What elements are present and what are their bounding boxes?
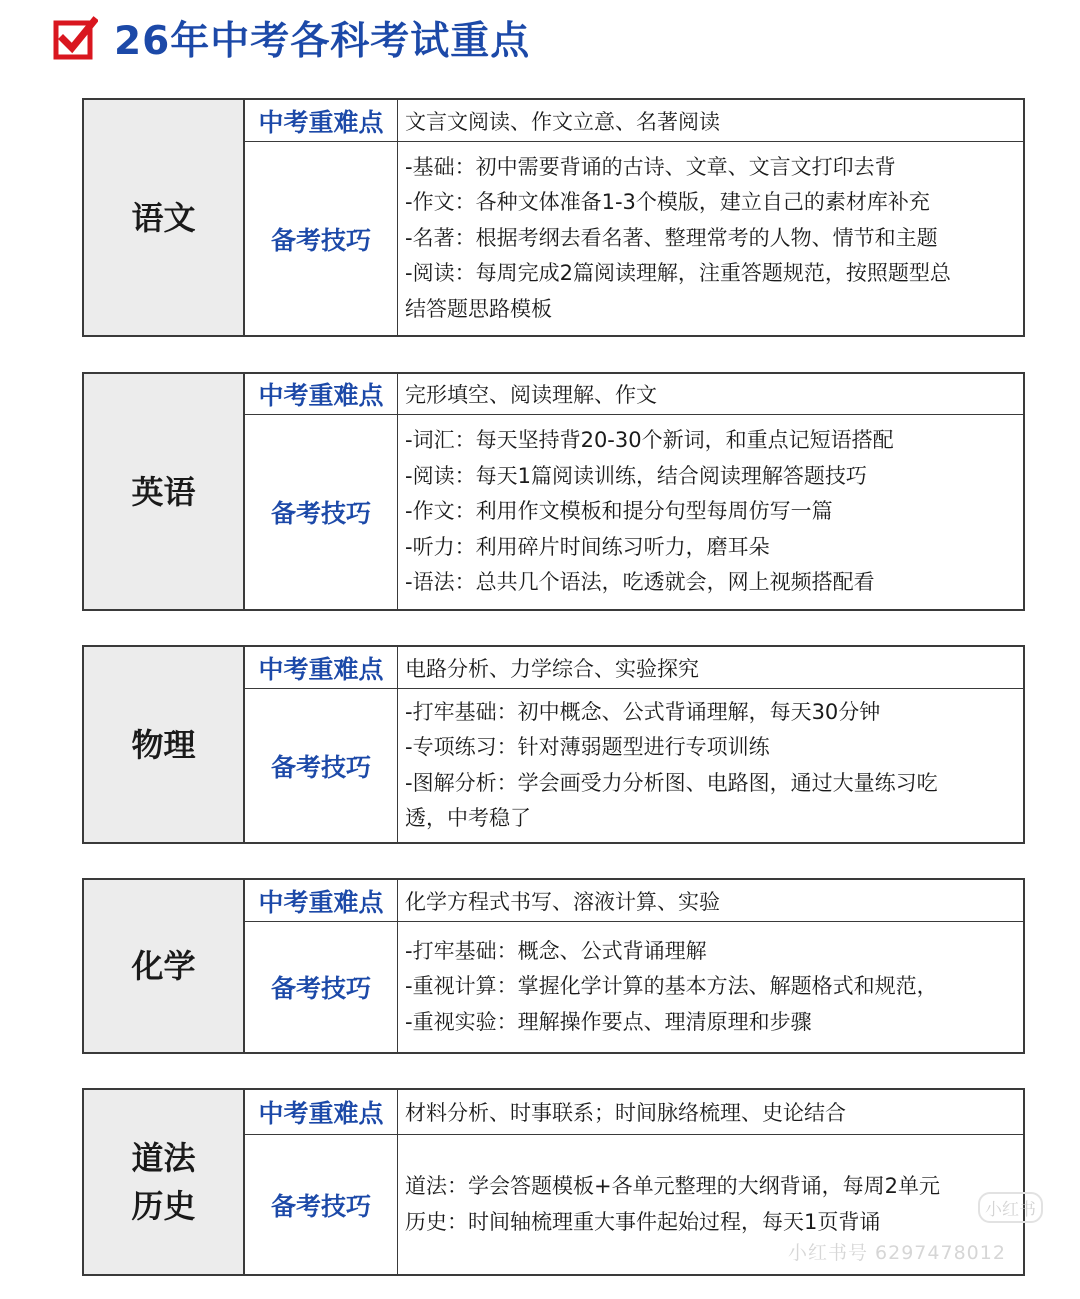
tip-line: -作文：利用作文模板和提分句型每周仿写一篇: [405, 499, 833, 524]
focus-content: 完形填空、阅读理解、作文: [398, 374, 1023, 415]
tips-content: [398, 689, 1023, 842]
tip-line: 透，中考稳了: [405, 806, 531, 830]
subject-table-english: [82, 372, 1025, 611]
tip-line: -作文：各种文体准备1-3个模版，建立自己的素材库补充: [405, 190, 930, 215]
subject-name: 道法 历史: [84, 1090, 245, 1274]
page-title: 26年中考各科考试重点: [114, 19, 531, 64]
subject-table-chinese: [82, 98, 1025, 337]
tips-content: [398, 142, 1023, 335]
watermark-text: 小红书号 6297478012: [788, 1242, 1006, 1264]
focus-content: 材料分析、时事联系；时间脉络梳理、史论结合: [398, 1090, 1023, 1135]
subject-table-physics: [82, 645, 1025, 844]
subject-name: 化学: [84, 880, 245, 1052]
tip-line: -图解分析：学会画受力分析图、电路图，通过大量练习吃: [405, 770, 938, 795]
subject-table-chemistry: [82, 878, 1025, 1054]
focus-label: 中考重难点: [245, 1090, 398, 1135]
tip-line: -词汇：每天坚持背20-30个新词，和重点记短语搭配: [405, 428, 894, 453]
subject-name: 物理: [84, 647, 245, 842]
page-header: [52, 10, 530, 66]
tip-line: -专项练习：针对薄弱题型进行专项训练: [405, 735, 770, 759]
focus-content: 化学方程式书写、溶液计算、实验: [398, 880, 1023, 922]
focus-label: 中考重难点: [245, 374, 398, 415]
tips-content: [398, 415, 1023, 609]
tips-label: 备考技巧: [245, 922, 398, 1052]
tip-line: -打牢基础：概念、公式背诵理解: [405, 938, 707, 963]
focus-content: 电路分析、力学综合、实验探究: [398, 647, 1023, 689]
focus-label: 中考重难点: [245, 647, 398, 689]
tip-line: 道法：学会答题模板+各单元整理的大纲背诵，每周2单元: [405, 1174, 940, 1198]
tip-line: -重视计算：掌握化学计算的基本方法、解题格式和规范，: [405, 974, 938, 999]
subject-name: 英语: [84, 374, 245, 609]
focus-label: 中考重难点: [245, 880, 398, 922]
tip-line: -语法：总共几个语法，吃透就会，网上视频搭配看: [405, 570, 875, 595]
checkbox-checked-icon: [52, 15, 98, 61]
tips-label: 备考技巧: [245, 1135, 398, 1274]
focus-content: 文言文阅读、作文立意、名著阅读: [398, 100, 1023, 142]
tip-line: -听力：利用碎片时间练习听力，磨耳朵: [405, 534, 770, 559]
tips-label: 备考技巧: [245, 142, 398, 335]
tips-content: [398, 922, 1023, 1052]
subject-name: 语文: [84, 100, 245, 335]
tips-label: 备考技巧: [245, 415, 398, 609]
tip-line: -阅读：每天1篇阅读训练，结合阅读理解答题技巧: [405, 463, 867, 488]
focus-label: 中考重难点: [245, 100, 398, 142]
tip-line: -名著：根据考纲去看名著、整理常考的人物、情节和主题: [405, 225, 938, 250]
tip-line: -阅读：每周完成2篇阅读理解，注重答题规范，按照题型总: [405, 261, 951, 286]
tip-line: -打牢基础：初中概念、公式背诵理解，每天30分钟: [405, 699, 881, 724]
tip-line: 结答题思路模板: [405, 296, 552, 321]
tips-label: 备考技巧: [245, 689, 398, 842]
tip-line: 历史：时间轴梳理重大事件起始过程，每天1页背诵: [405, 1209, 881, 1234]
tip-line: -重视实验：理解操作要点、理清原理和步骤: [405, 1009, 812, 1034]
tip-line: -基础：初中需要背诵的古诗、文章、文言文打印去背: [405, 154, 896, 179]
watermark-logo: 小红书: [978, 1192, 1043, 1223]
